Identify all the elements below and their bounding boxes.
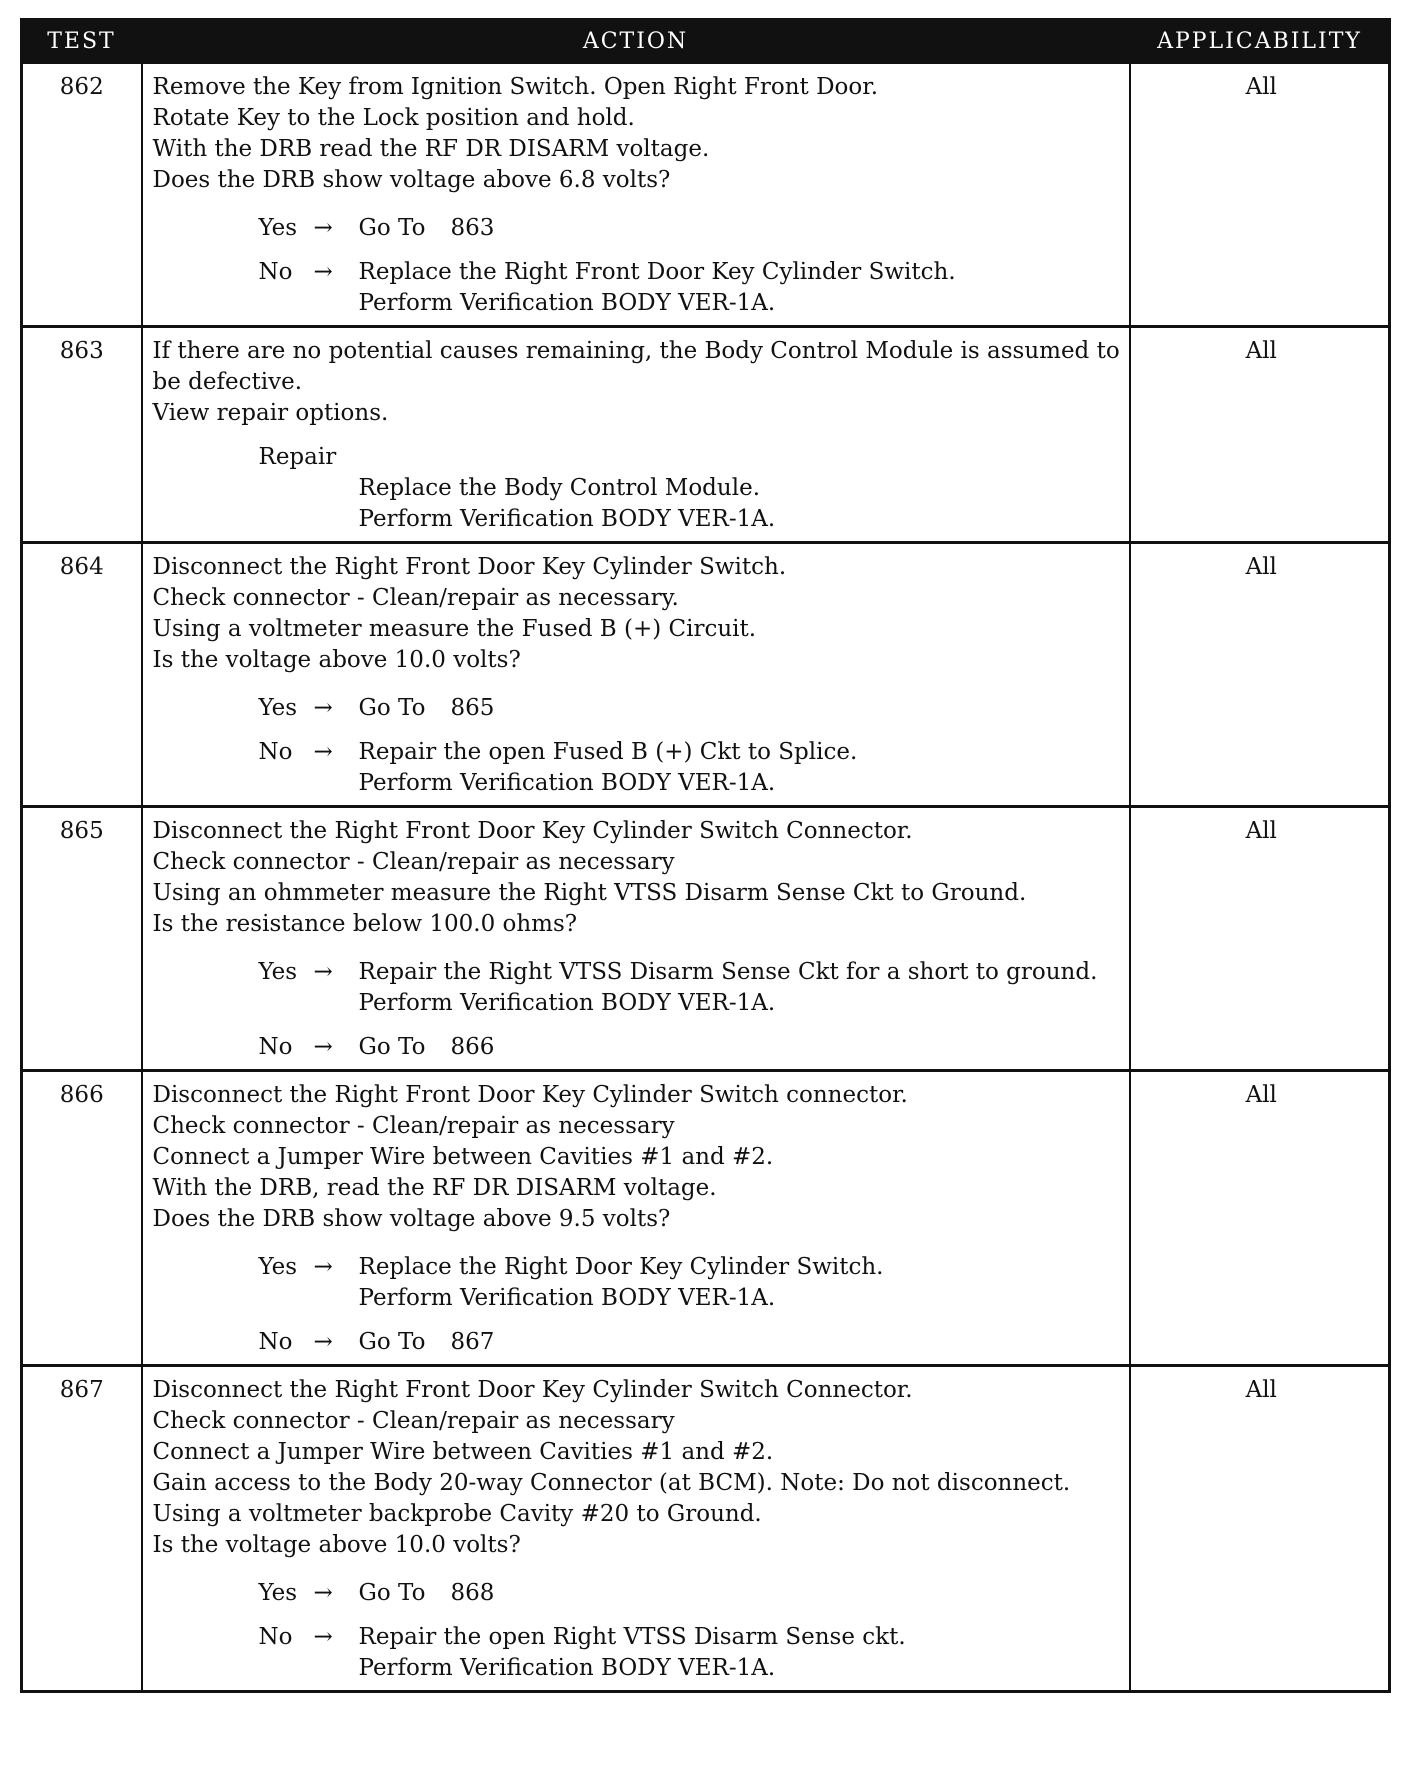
table-body	[22, 63, 1390, 1692]
action-cell	[142, 543, 1130, 807]
arrow-icon: →	[313, 1580, 333, 1606]
repair-line: Replace the Body Control Module.	[358, 475, 761, 501]
action-cell	[142, 1366, 1130, 1692]
result-line: Perform Verification BODY VER-1A.	[358, 990, 776, 1016]
action-line: Check connector - Clean/repair as necessary.	[152, 585, 679, 611]
action-line: Remove the Key from Ignition Switch. Open Right Front Door.	[152, 74, 878, 100]
goto-instruction	[359, 1327, 1123, 1358]
header-applicability: APPLICABILITY	[1130, 20, 1390, 63]
action-line: Connect a Jumper Wire between Cavities #1 and #2.	[152, 1439, 774, 1465]
result-text	[359, 693, 1123, 724]
goto-target: 868	[450, 1580, 495, 1606]
action-line: Check connector - Clean/repair as necessary	[152, 1113, 675, 1139]
action-line: Does the DRB show voltage above 6.8 volts?	[152, 167, 671, 193]
action-line: Using an ohmmeter measure the Right VTSS Disarm Sense Ckt to Ground.	[152, 880, 1027, 906]
repair-line: Perform Verification BODY VER-1A.	[358, 506, 776, 532]
result-yes	[153, 1578, 1123, 1609]
result-text	[359, 1578, 1123, 1609]
action-line: Does the DRB show voltage above 9.5 volts?	[152, 1206, 671, 1232]
result-line: Perform Verification BODY VER-1A.	[358, 290, 776, 316]
result-label: No	[258, 739, 293, 765]
arrow-icon: →	[313, 695, 333, 721]
spacer	[153, 1561, 1123, 1565]
test-number: 863	[22, 327, 142, 543]
result-no	[153, 1622, 1123, 1684]
result-text	[359, 1032, 1123, 1063]
goto-label: Go To	[358, 1034, 426, 1060]
goto-instruction	[359, 1032, 1123, 1063]
repair-text	[259, 473, 1123, 535]
action-cell	[142, 327, 1130, 543]
table-row	[22, 1071, 1390, 1366]
applicability-value: All	[1130, 1071, 1390, 1366]
arrow-icon: →	[313, 739, 333, 765]
test-number: 867	[22, 1366, 142, 1692]
result-yes	[153, 957, 1123, 1019]
arrow-icon: →	[313, 1254, 333, 1280]
diagnostic-table	[20, 18, 1391, 1693]
goto-instruction	[359, 693, 1123, 724]
result-text	[359, 957, 1123, 1019]
result-label: Yes	[258, 959, 298, 985]
result-label: No	[258, 1034, 293, 1060]
result-label: Yes	[258, 1580, 298, 1606]
action-line: Check connector - Clean/repair as necessary	[152, 1408, 675, 1434]
result-yes	[153, 1252, 1123, 1314]
test-number: 865	[22, 807, 142, 1071]
spacer	[153, 1235, 1123, 1239]
header-action: ACTION	[142, 20, 1130, 63]
action-line: Rotate Key to the Lock position and hold.	[152, 105, 635, 131]
result-yes	[153, 693, 1123, 724]
repair-label: Repair	[258, 444, 337, 470]
arrow-icon: →	[313, 1624, 333, 1650]
spacer	[153, 940, 1123, 944]
action-line: Disconnect the Right Front Door Key Cylinder Switch.	[152, 554, 787, 580]
result-no	[153, 1032, 1123, 1063]
result-line: Perform Verification BODY VER-1A.	[358, 1655, 776, 1681]
repair-options	[153, 442, 1123, 535]
goto-target: 867	[450, 1329, 495, 1355]
arrow-icon: →	[313, 1034, 333, 1060]
result-line: Perform Verification BODY VER-1A.	[358, 1285, 776, 1311]
result-label: Yes	[258, 1254, 298, 1280]
diagnostic-page	[20, 18, 1388, 1744]
result-yes	[153, 213, 1123, 244]
table-row	[22, 807, 1390, 1071]
goto-target: 865	[450, 695, 495, 721]
table-row	[22, 543, 1390, 807]
goto-target: 863	[450, 215, 495, 241]
applicability-value: All	[1130, 63, 1390, 327]
action-line: If there are no potential causes remaining, the Body Control Module is assumed to be defective.	[152, 338, 1120, 395]
table-header	[22, 20, 1390, 63]
test-number: 866	[22, 1071, 142, 1366]
action-line: View repair options.	[152, 400, 389, 426]
spacer	[153, 676, 1123, 680]
goto-instruction	[359, 213, 1123, 244]
spacer	[153, 196, 1123, 200]
goto-label: Go To	[358, 215, 426, 241]
applicability-value: All	[1130, 327, 1390, 543]
arrow-icon: →	[313, 215, 333, 241]
arrow-icon: →	[313, 959, 333, 985]
result-label: No	[258, 1329, 293, 1355]
result-line: Perform Verification BODY VER-1A.	[358, 770, 776, 796]
action-line: Using a voltmeter backprobe Cavity #20 to Ground.	[152, 1501, 762, 1527]
result-text	[359, 1252, 1123, 1314]
result-text	[359, 213, 1123, 244]
action-line: Using a voltmeter measure the Fused B (+) Circuit.	[152, 616, 757, 642]
arrow-icon: →	[313, 259, 333, 285]
goto-label: Go To	[358, 1580, 426, 1606]
applicability-value: All	[1130, 1366, 1390, 1692]
result-text	[359, 1327, 1123, 1358]
result-label: No	[258, 259, 293, 285]
action-line: Connect a Jumper Wire between Cavities #1 and #2.	[152, 1144, 774, 1170]
action-line: With the DRB read the RF DR DISARM voltage.	[152, 136, 710, 162]
goto-target: 866	[450, 1034, 495, 1060]
action-line: Disconnect the Right Front Door Key Cylinder Switch Connector.	[152, 1377, 913, 1403]
result-no	[153, 737, 1123, 799]
action-line: Check connector - Clean/repair as necessary	[152, 849, 675, 875]
result-line: Replace the Right Door Key Cylinder Switch.	[358, 1254, 884, 1280]
result-line: Repair the open Right VTSS Disarm Sense ckt.	[358, 1624, 906, 1650]
result-text	[359, 257, 1123, 319]
action-cell	[142, 1071, 1130, 1366]
table-row	[22, 1366, 1390, 1692]
result-text	[359, 1622, 1123, 1684]
action-line: With the DRB, read the RF DR DISARM voltage.	[152, 1175, 717, 1201]
action-line: Is the resistance below 100.0 ohms?	[152, 911, 578, 937]
result-line: Replace the Right Front Door Key Cylinder Switch.	[358, 259, 956, 285]
test-number: 862	[22, 63, 142, 327]
action-line: Is the voltage above 10.0 volts?	[152, 647, 521, 673]
action-line: Gain access to the Body 20-way Connector (at BCM). Note: Do not disconnect.	[152, 1470, 1071, 1496]
arrow-icon: →	[313, 1329, 333, 1355]
applicability-value: All	[1130, 543, 1390, 807]
applicability-value: All	[1130, 807, 1390, 1071]
action-cell	[142, 63, 1130, 327]
result-no	[153, 1327, 1123, 1358]
result-no	[153, 257, 1123, 319]
action-cell	[142, 807, 1130, 1071]
result-line: Repair the open Fused B (+) Ckt to Splice.	[358, 739, 858, 765]
table-row	[22, 63, 1390, 327]
result-label: Yes	[258, 695, 298, 721]
test-number: 864	[22, 543, 142, 807]
action-line: Is the voltage above 10.0 volts?	[152, 1532, 521, 1558]
result-label: Yes	[258, 215, 298, 241]
header-test: TEST	[22, 20, 142, 63]
action-line: Disconnect the Right Front Door Key Cylinder Switch Connector.	[152, 818, 913, 844]
table-row	[22, 327, 1390, 543]
result-text	[359, 737, 1123, 799]
result-label: No	[258, 1624, 293, 1650]
result-line: Repair the Right VTSS Disarm Sense Ckt for a short to ground.	[358, 959, 1098, 985]
goto-instruction	[359, 1578, 1123, 1609]
goto-label: Go To	[358, 1329, 426, 1355]
goto-label: Go To	[358, 695, 426, 721]
action-line: Disconnect the Right Front Door Key Cylinder Switch connector.	[152, 1082, 908, 1108]
